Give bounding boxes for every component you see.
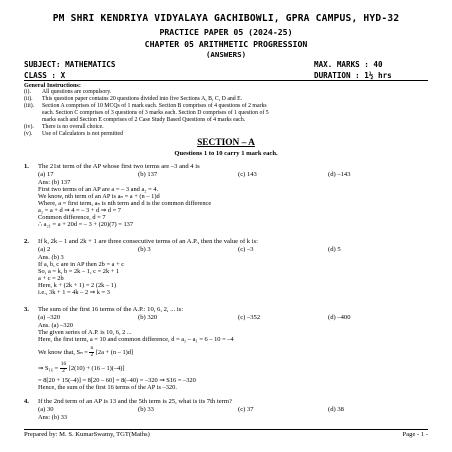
- formula-prefix: ⇒ S₁₆ =: [38, 364, 59, 372]
- solution-line: i.e., 3k + 1 = 4k – 2 ⇒ k = 3: [38, 289, 110, 296]
- chapter-title: CHAPTER 05 ARITHMETIC PROGRESSION: [144, 39, 308, 49]
- instruction-text: each. Section C comprises of 3 questions of 3 marks each. Section D comprises of 1 question of 5: [42, 110, 269, 116]
- option-b: (b) 137: [138, 171, 158, 178]
- solution-line: If a, b, c are in AP then 2b = a + c: [38, 261, 125, 268]
- subject-label: SUBJECT: MATHEMATICS: [24, 60, 116, 69]
- solution-line: Ans: (b) 33: [38, 414, 68, 421]
- section-subtitle: Questions 1 to 10 carry 1 mark each.: [174, 150, 278, 157]
- option-a: (a) 2: [38, 246, 51, 253]
- instruction-text: There is no overall choice.: [42, 124, 104, 130]
- instruction-num: (ii).: [24, 96, 33, 102]
- solution-line: Here, the first term, a = 10 and common difference, d = a₂ – a₁ = 6 – 10 = –4: [38, 336, 234, 343]
- solution-line: The given series of A.P. is 10, 6, 2 ...: [38, 329, 132, 336]
- formula-prefix: We know that, Sₙ =: [38, 348, 88, 356]
- class-label: CLASS : X: [24, 71, 66, 80]
- option-c: (c) 37: [238, 406, 254, 413]
- option-a: (a) 30: [38, 406, 54, 413]
- section-title: SECTION – A: [197, 138, 255, 148]
- header-divider: [24, 80, 428, 81]
- option-d: (d) –143: [328, 171, 351, 178]
- solution-line: a₂ = a + d ⇒ 4 = – 3 + d ⇒ d = 7: [38, 207, 121, 214]
- question-number: 4.: [24, 398, 29, 405]
- instruction-text: This question paper contains 20 questions divided into five Sections A, B, C, D and E.: [42, 96, 243, 102]
- question-number: 3.: [24, 306, 29, 313]
- page-number: Page - 1 -: [402, 431, 428, 438]
- fraction-denominator: 2: [62, 367, 65, 374]
- option-c: (c) –352: [238, 314, 261, 321]
- instruction-num: (iv).: [24, 124, 34, 130]
- option-d: (d) –400: [328, 314, 351, 321]
- option-a: (a) 17: [38, 171, 54, 178]
- solution-line: Ans. (a) –320: [38, 322, 73, 329]
- solution-line: Ans: (b) 137: [38, 179, 71, 186]
- formula-suffix: [2a + (n – 1)d]: [95, 348, 134, 356]
- option-c: (c) –3: [238, 246, 254, 253]
- solution-line: First two terms of an AP are a = – 3 and a₂ = 4.: [38, 186, 159, 193]
- footer-divider: [24, 429, 428, 430]
- solution-line: = 8[20 + 15(–4)] = 8[20 – 60] = 8(–40) = –320 ⇒ S16 = –320: [38, 377, 196, 384]
- prepared-by: Prepared by: M. S. KumarSwamy, TGT(Maths): [24, 431, 150, 438]
- formula-suffix: [2(10) + (16 – 1)(–4)]: [68, 364, 125, 372]
- question-text: If k, 2k – 1 and 2k + 1 are three consecutive terms of an A.P., then the value of k is:: [38, 238, 258, 245]
- fraction-numerator: n: [90, 345, 94, 351]
- option-d: (d) 5: [328, 246, 341, 253]
- option-c: (c) 143: [238, 171, 257, 178]
- instruction-text: Use of Calculators is not permitted: [42, 131, 123, 137]
- fraction-numerator: 16: [60, 361, 67, 367]
- instruction-text: marks each and Section E comprises of 2 Case Study Based Questions of 4 marks each.: [42, 117, 246, 123]
- answers-label: (ANSWERS): [205, 50, 247, 59]
- instruction-num: (v).: [24, 131, 33, 137]
- option-b: (b) 3: [138, 246, 151, 253]
- fraction: [89, 346, 94, 359]
- solution-line: a + c = 2b: [38, 275, 64, 282]
- solution-line: Here, k + (2k + 1) = 2 (2k – 1): [38, 282, 117, 289]
- question-number: 1.: [24, 163, 29, 170]
- solution-line: ∴ a₂₁ = a + 20d = – 3 + (20)(7) = 137: [38, 221, 134, 228]
- question-text: The sum of the first 16 terms of the A.P.: 10, 6, 2, ... is:: [38, 306, 184, 313]
- school-name: PM SHRI KENDRIYA VIDYALAYA GACHIBOWLI, GPRA CAMPUS, HYD-32: [52, 13, 400, 24]
- option-d: (d) 38: [328, 406, 344, 413]
- fraction-denominator: 2: [90, 351, 94, 358]
- option-a: (a) –320: [38, 314, 61, 321]
- max-marks-label: MAX. MARKS : 40: [314, 60, 383, 69]
- instructions-title: General Instructions:: [24, 82, 81, 89]
- solution-line: Where, a = first term, aₙ is nth term and d is the common difference: [38, 200, 212, 207]
- question-text: If the 2nd term of an AP is 13 and the 5th term is 25, what is its 7th term?: [38, 398, 232, 405]
- solution-line: We know, nth term of an AP is aₙ = a + (n – 1)d: [38, 193, 160, 200]
- solution-line: Ans. (b) 3: [38, 254, 64, 261]
- fraction: [60, 362, 67, 375]
- paper-title: PRACTICE PAPER 05 (2024-25): [159, 27, 293, 37]
- question-text: The 21st term of the AP whose first two terms are –3 and 4 is: [38, 163, 200, 170]
- subject-row: [24, 60, 428, 69]
- solution-line: So, a = k, b = 2k – 1, c = 2k + 1: [38, 268, 120, 275]
- class-row: [24, 71, 428, 80]
- solution-line: Hence, the sum of the first 16 terms of the AP is –320.: [38, 384, 177, 391]
- instruction-num: (iii).: [24, 103, 35, 109]
- duration-label: DURATION : 1½ hrs: [314, 71, 392, 80]
- solution-line: Common difference, d = 7: [38, 214, 106, 221]
- sum-formula: [38, 346, 428, 359]
- option-b: (b) 33: [138, 406, 154, 413]
- question-number: 2.: [24, 238, 29, 245]
- instruction-num: (i).: [24, 89, 31, 95]
- instruction-text: All questions are compulsory.: [42, 89, 112, 95]
- instruction-text: Section A comprises of 10 MCQs of 1 mark each. Section B comprises of 4 questions of 2 marks: [42, 103, 267, 109]
- option-b: (b) 320: [138, 314, 158, 321]
- sum-substitution: [38, 362, 428, 375]
